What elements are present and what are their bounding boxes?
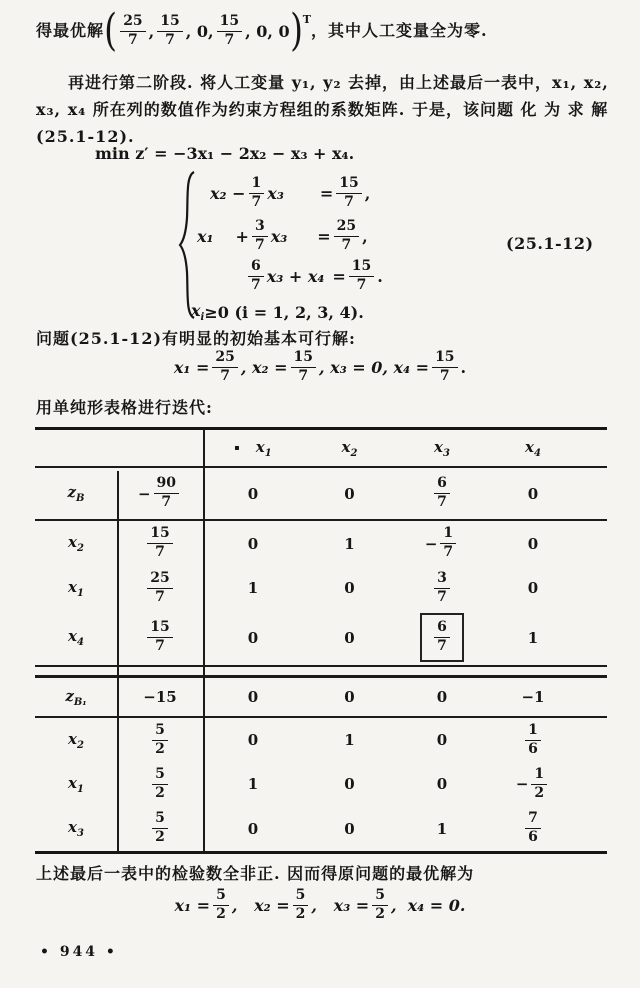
- t2-row-x1: [35, 762, 607, 806]
- fraction: $\frac{5}{2}$: [372, 888, 388, 922]
- t2-row-x3: [35, 806, 607, 851]
- pivot-cell: [396, 613, 488, 662]
- fraction: $\frac{3}{7}$: [252, 219, 268, 253]
- row-label-zB: $z_B$: [67, 483, 85, 504]
- text-seg: , 0,: [185, 21, 214, 41]
- cell: 0: [344, 484, 355, 503]
- b-value: $\frac{15}{7}$: [117, 620, 203, 654]
- simplex-tableau: [35, 427, 607, 854]
- feasible-intro: 问题(25.1-12)有明显的初始基本可行解:: [36, 329, 356, 348]
- row-label: $x_2$: [68, 533, 84, 554]
- punct: .: [460, 357, 467, 377]
- cell: 0: [247, 628, 259, 647]
- b-column-mark: ▪: [234, 441, 240, 452]
- cell: 1: [344, 731, 355, 749]
- fraction: $\frac{1}{7}$: [249, 176, 265, 210]
- col-header-x3: $x_3$: [434, 437, 450, 459]
- cell: − $\frac{1}{7}$: [396, 526, 488, 560]
- t1-objective-row: [35, 468, 607, 521]
- cell: − $\frac{1}{2}$: [488, 767, 578, 801]
- objective-value: −15: [143, 688, 177, 706]
- cell: 1: [247, 775, 259, 793]
- comma: ,: [148, 21, 155, 41]
- equals: =: [332, 266, 346, 286]
- intro-suffix: ，其中人工变量全为零.: [310, 21, 488, 41]
- para2-line1: 再进行第二阶段. 将人工变量 y₁, y₂ 去掉，由上述最后一表中，x₁, x₂,: [68, 73, 609, 92]
- cell: $\frac{6}{7}$: [396, 476, 488, 510]
- transpose-superscript: T: [302, 12, 311, 26]
- fraction: $\frac{15}{7}$: [349, 259, 374, 293]
- cell: 1: [436, 819, 448, 838]
- cell: $\frac{3}{7}$: [396, 571, 488, 605]
- row-label: $x_2$: [68, 729, 84, 751]
- cell: 0: [247, 819, 259, 838]
- row-label: $x_4$: [68, 627, 84, 648]
- row-label-zB1: $z_{B_1}$: [65, 686, 87, 708]
- condition: ≥0 (i = 1, 2, 3, 4).: [204, 302, 364, 322]
- para2-line3: (25.1-12).: [36, 127, 135, 146]
- para2-line2: x₃, x₄ 所在列的数值作为约束方程组的系数矩阵. 于是，该问题 化 为 求 解: [36, 100, 609, 119]
- punct: ,: [364, 183, 371, 203]
- fraction: $\frac{5}{2}$: [293, 888, 309, 922]
- fraction: $\frac{15}{7}$: [336, 176, 361, 210]
- conclusion-text: 上述最后一表中的检验数全非正. 因而得原问题的最优解为: [36, 864, 475, 883]
- t2-row-x2: [35, 718, 607, 762]
- final-solution-line: [0, 888, 640, 922]
- fraction: $\frac{6}{7}$: [248, 259, 264, 293]
- equals: =: [319, 183, 334, 203]
- b-value: $\frac{5}{2}$: [117, 723, 203, 757]
- plus: +: [235, 226, 249, 246]
- fraction: $\frac{15}{7}$: [291, 350, 316, 384]
- intro-prefix: 得最优解: [36, 21, 105, 41]
- constraint-row-1: [210, 176, 370, 210]
- table-vline-left: [117, 471, 119, 851]
- fraction: $\frac{25}{7}$: [212, 350, 237, 384]
- initial-solution-line: [0, 350, 640, 384]
- col-header-x2: $x_2$: [341, 437, 358, 459]
- cell: 0: [527, 484, 539, 503]
- table-vline-right: [203, 430, 205, 851]
- b-value: $\frac{25}{7}$: [117, 571, 203, 605]
- term: , x₃ = 0, x₄ =: [319, 357, 430, 377]
- cell: $\frac{1}{6}$: [488, 723, 578, 757]
- cell: 0: [344, 775, 355, 793]
- row-label: $x_1$: [68, 577, 84, 599]
- col-header-x4: $x_4$: [525, 437, 541, 459]
- cell: $\frac{7}{6}$: [488, 811, 578, 845]
- objective-equation: min z′ = −3x₁ − 2x₂ − x₃ + x₄.: [95, 144, 355, 163]
- term: x₁ =: [173, 357, 210, 377]
- equals: =: [317, 226, 331, 246]
- cell: −1: [521, 688, 545, 706]
- system-brace: [178, 170, 198, 320]
- intro-line: 得最优解 ( $\frac{25}{7}$ , $\frac{15}{7}$ , 0, $\frac{15}{7}$ , 0, 0 ) $^T$ ，其中人工变量全为零.: [36, 5, 488, 57]
- table-header-row: [35, 430, 607, 468]
- cell: 0: [344, 628, 355, 647]
- t2-objective-row: [35, 678, 607, 718]
- var-x: $x_i$: [191, 301, 205, 324]
- punct: ,: [362, 226, 368, 246]
- equation-number: (25.1-12): [506, 234, 594, 253]
- fraction: $\frac{15}{7}$: [432, 350, 457, 384]
- col-header-x1: ▪ $x_1$: [234, 437, 272, 459]
- row-label: $x_3$: [68, 818, 84, 839]
- cell: 0: [247, 484, 259, 503]
- row-label: $x_1$: [68, 773, 84, 795]
- table-separator: [35, 665, 607, 678]
- fraction: $\frac{25}{7}$: [334, 219, 359, 253]
- pivot-box: $\frac{6}{7}$: [420, 613, 464, 662]
- page-number: • 944 •: [40, 944, 118, 960]
- term: , x₃ =: [311, 895, 370, 915]
- cell: 0: [344, 819, 355, 838]
- cell: 1: [344, 534, 355, 553]
- cell: 0: [247, 731, 259, 749]
- cell: 0: [436, 775, 448, 793]
- cell: 0: [344, 579, 355, 597]
- term: x₃: [267, 183, 284, 203]
- term: x₂ −: [210, 183, 246, 203]
- constraint-row-2: [197, 219, 368, 253]
- t1-row-x2: [35, 521, 607, 566]
- objective-value: − $\frac{90}{7}$: [117, 476, 203, 510]
- t1-row-x1: [35, 566, 607, 610]
- cell: 0: [436, 688, 448, 706]
- fraction: $\frac{15}{7}$: [157, 14, 182, 48]
- cell: 0: [247, 534, 259, 553]
- fraction: $\frac{25}{7}$: [120, 14, 145, 48]
- b-value: $\frac{5}{2}$: [117, 811, 203, 845]
- b-value: $\frac{5}{2}$: [117, 767, 203, 801]
- cell: 1: [247, 579, 259, 597]
- cell: 0: [344, 688, 355, 706]
- constraint-row-4: [191, 301, 364, 323]
- cell: 1: [527, 628, 539, 647]
- cell: 0: [527, 534, 539, 553]
- term: x₁ =: [174, 895, 211, 915]
- b-value: $\frac{15}{7}$: [117, 526, 203, 560]
- term: , x₄ = 0.: [390, 895, 466, 915]
- cell: 0: [436, 731, 448, 749]
- term: , x₂ =: [231, 895, 290, 915]
- term: x₃ + x₄: [266, 266, 325, 286]
- t1-row-x4: [35, 610, 607, 665]
- term: x₁: [197, 226, 214, 246]
- cell: 0: [527, 579, 539, 597]
- constraint-row-3: [245, 259, 383, 293]
- term: , x₂ =: [240, 357, 288, 377]
- fraction: $\frac{5}{2}$: [213, 888, 229, 922]
- fraction: $\frac{15}{7}$: [217, 14, 242, 48]
- term: x₃: [270, 226, 288, 246]
- cell: 0: [247, 688, 259, 706]
- text-seg: , 0, 0: [245, 21, 290, 41]
- punct: .: [377, 266, 383, 286]
- iterate-note: 用单纯形表格进行迭代:: [36, 398, 213, 417]
